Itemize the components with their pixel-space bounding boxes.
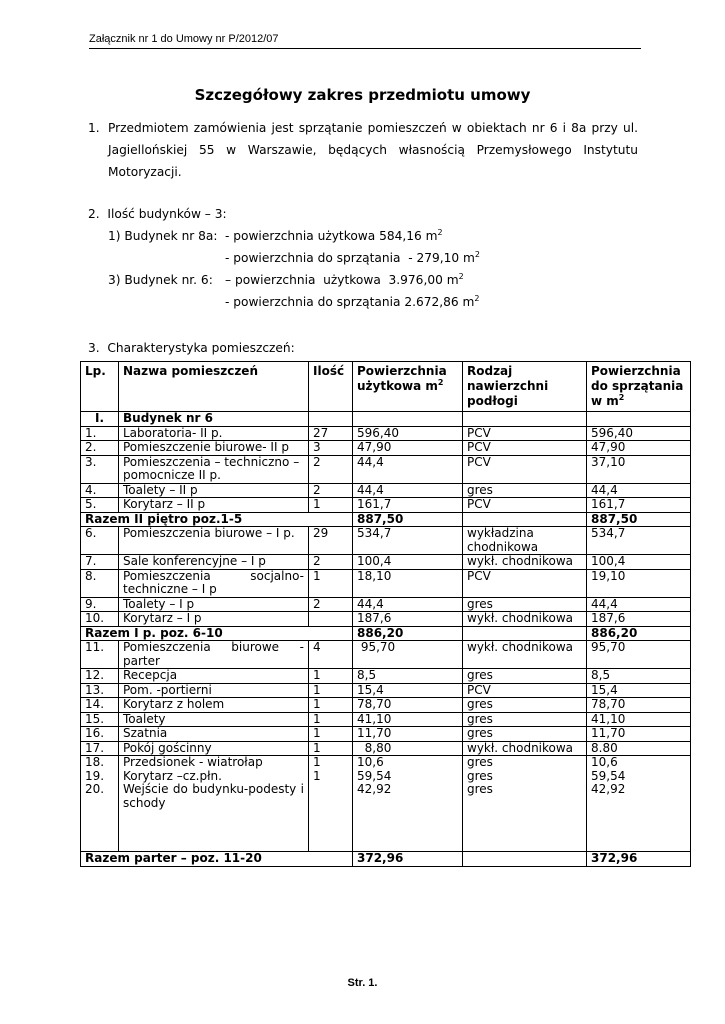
table-row: [81, 597, 691, 612]
table-cell: 11,70: [353, 727, 463, 742]
building-6-cleaning-area: - powierzchnia do sprzątania 2.672,86 $m^2$: [225, 294, 480, 309]
header-qty: Ilość: [309, 362, 353, 412]
table-cell: 534,7: [587, 527, 691, 555]
header-cleaning-area: Powierzchnia do sprzątania w $m^2$: [587, 362, 691, 412]
table-cell: Toalety – I p: [119, 597, 309, 612]
rooms-table: [80, 361, 691, 867]
table-cell: Recepcja: [119, 669, 309, 684]
table-row: [81, 612, 691, 627]
table-cell: 44,4: [587, 483, 691, 498]
table-cell: 1: [309, 741, 353, 756]
table-cell: 11.: [81, 641, 119, 669]
subtotal-area: 886,20: [353, 626, 463, 641]
table-row: [81, 669, 691, 684]
table-cell: [463, 626, 587, 641]
table-cell: 10,6 59,54 42,92: [587, 756, 691, 852]
table-cell: Korytarz z holem: [119, 698, 309, 713]
table-cell: [463, 512, 587, 527]
table-cell: [463, 852, 587, 867]
table-cell: 95,70: [353, 641, 463, 669]
subtotal-row: [81, 852, 691, 867]
table-cell: 100,4: [353, 555, 463, 570]
table-cell: 1: [309, 683, 353, 698]
subtotal-label: Razem I p. poz. 6-10: [81, 626, 353, 641]
table-cell: Sale konferencyjne – I p: [119, 555, 309, 570]
section-2-heading: 2. Ilość budynków – 3:: [88, 207, 227, 221]
table-cell: 18. 19. 20.: [81, 756, 119, 852]
table-cell: 17.: [81, 741, 119, 756]
section-3-heading: 3. Charakterystyka pomieszczeń:: [88, 341, 295, 355]
table-row: [81, 441, 691, 456]
table-cell: gres gres gres: [463, 756, 587, 852]
table-row: [81, 741, 691, 756]
table-cell: Pom. -portierni: [119, 683, 309, 698]
table-cell: Pomieszczenia socjalno-techniczne – I p: [119, 569, 309, 597]
table-cell: 2: [309, 597, 353, 612]
table-cell: 78,70: [353, 698, 463, 713]
table-cell: wykł. chodnikowa: [463, 641, 587, 669]
table-cell: 10,6 59,54 42,92: [353, 756, 463, 852]
table-cell: PCV: [463, 426, 587, 441]
table-cell: 29: [309, 527, 353, 555]
table-cell: Pomieszczenia biurowe - parter: [119, 641, 309, 669]
subtotal-row: [81, 512, 691, 527]
building-8a-label: 1) Budynek nr 8a:: [108, 229, 218, 243]
table-row: [81, 727, 691, 742]
table-cell: Pomieszczenia biurowe – I p.: [119, 527, 309, 555]
table-cell: 3.: [81, 455, 119, 483]
subtotal-clean: 372,96: [587, 852, 691, 867]
table-row: [81, 683, 691, 698]
table-cell: 4: [309, 641, 353, 669]
table-row: [81, 527, 691, 555]
table-cell: 9.: [81, 597, 119, 612]
section-1-line: Jagiellońskiej 55 w Warszawie, będących własnością Przemysłowego Instytutu: [108, 143, 638, 157]
table-cell: [587, 412, 691, 427]
table-cell: 1: [309, 712, 353, 727]
table-cell: 8.: [81, 569, 119, 597]
table-cell: 14.: [81, 698, 119, 713]
table-cell: PCV: [463, 441, 587, 456]
table-cell: 2: [309, 483, 353, 498]
table-cell: gres: [463, 712, 587, 727]
table-cell: 37,10: [587, 455, 691, 483]
table-cell: 1 1: [309, 756, 353, 852]
group-row: [81, 412, 691, 427]
table-cell: gres: [463, 597, 587, 612]
table-cell: PCV: [463, 569, 587, 597]
building-8a-cleaning-area: - powierzchnia do sprzątania - 279,10 $m^2$: [225, 250, 480, 265]
group-name: Budynek nr 6: [119, 412, 309, 427]
table-row: [81, 641, 691, 669]
table-row: [81, 455, 691, 483]
table-cell: 6.: [81, 527, 119, 555]
table-row: [81, 555, 691, 570]
table-cell: 2.: [81, 441, 119, 456]
table-cell: 15,4: [353, 683, 463, 698]
table-cell: 187,6: [587, 612, 691, 627]
table-cell: 2: [309, 455, 353, 483]
table-cell: 27: [309, 426, 353, 441]
table-cell: 187,6: [353, 612, 463, 627]
table-cell: 1.: [81, 426, 119, 441]
table-cell: 41,10: [353, 712, 463, 727]
table-cell: Korytarz – II p: [119, 498, 309, 513]
table-cell: 18,10: [353, 569, 463, 597]
table-cell: 95,70: [587, 641, 691, 669]
table-row: [81, 426, 691, 441]
table-cell: 1: [309, 669, 353, 684]
header-usable-area: Powierzchnia użytkowa $m^2$: [353, 362, 463, 412]
table-cell: 15,4: [587, 683, 691, 698]
table-row-multi: [81, 756, 691, 852]
table-cell: PCV: [463, 498, 587, 513]
building-6-label: 3) Budynek nr. 6:: [108, 273, 213, 287]
table-cell: [463, 412, 587, 427]
table-cell: gres: [463, 698, 587, 713]
table-cell: gres: [463, 727, 587, 742]
table-cell: 44,4: [353, 455, 463, 483]
table-cell: wykł. chodnikowa: [463, 612, 587, 627]
page-header: Załącznik nr 1 do Umowy nr P/2012/07: [89, 33, 641, 49]
table-cell: 3: [309, 441, 353, 456]
table-cell: Korytarz – I p: [119, 612, 309, 627]
header-lp: Lp.: [81, 362, 119, 412]
table-cell: 19,10: [587, 569, 691, 597]
table-cell: 100,4: [587, 555, 691, 570]
table-cell: 534,7: [353, 527, 463, 555]
table-cell: 12.: [81, 669, 119, 684]
table-cell: Przedsionek - wiatrołap Korytarz –cz.płn. Wejście do budynku-podesty i schody: [119, 756, 309, 852]
subtotal-label: Razem II piętro poz.1-5: [81, 512, 353, 527]
section-1-line: Przedmiotem zamówienia jest sprzątanie pomieszczeń w obiektach nr 6 i 8a przy ul.: [108, 121, 638, 135]
section-1-line: Motoryzacji.: [108, 165, 182, 179]
table-cell: 11,70: [587, 727, 691, 742]
table-cell: [353, 412, 463, 427]
document-title: Szczegółowy zakres przedmiotu umowy: [194, 86, 531, 104]
building-8a-usable-area: - powierzchnia użytkowa 584,16 $m^2$: [225, 228, 443, 243]
table-cell: Pokój gościnny: [119, 741, 309, 756]
table-cell: 16.: [81, 727, 119, 742]
table-cell: Toalety: [119, 712, 309, 727]
table-cell: 15.: [81, 712, 119, 727]
table-header-row: [81, 362, 691, 412]
table-cell: 13.: [81, 683, 119, 698]
subtotal-area: 887,50: [353, 512, 463, 527]
table-cell: Szatnia: [119, 727, 309, 742]
subtotal-area: 372,96: [353, 852, 463, 867]
table-cell: 7.: [81, 555, 119, 570]
table-cell: 8,80: [353, 741, 463, 756]
table-cell: 596,40: [353, 426, 463, 441]
table-cell: 161,7: [353, 498, 463, 513]
subtotal-label: Razem parter – poz. 11-20: [81, 852, 353, 867]
table-cell: Pomieszczenia – techniczno –pomocnicze II p.: [119, 455, 309, 483]
table-cell: Toalety – II p: [119, 483, 309, 498]
table-cell: 44,4: [587, 597, 691, 612]
section-1-number: 1.: [88, 121, 100, 135]
table-cell: 44,4: [353, 597, 463, 612]
header-name: Nazwa pomieszczeń: [119, 362, 309, 412]
table-cell: 41,10: [587, 712, 691, 727]
table-cell: 8.80: [587, 741, 691, 756]
header-floor-type: Rodzaj nawierzchni podłogi: [463, 362, 587, 412]
table-row: [81, 698, 691, 713]
table-row: [81, 569, 691, 597]
table-cell: 1: [309, 727, 353, 742]
building-6-usable-area: – powierzchnia użytkowa 3.976,00 $m^2$: [225, 272, 464, 287]
table-cell: 10.: [81, 612, 119, 627]
subtotal-row: [81, 626, 691, 641]
table-cell: wykł. chodnikowa: [463, 741, 587, 756]
table-cell: 1: [309, 569, 353, 597]
table-cell: 1: [309, 498, 353, 513]
group-lp: I.: [81, 412, 119, 427]
table-row: [81, 712, 691, 727]
table-cell: 47,90: [353, 441, 463, 456]
table-cell: 44,4: [353, 483, 463, 498]
table-cell: 8,5: [587, 669, 691, 684]
table-cell: wykł. chodnikowa: [463, 555, 587, 570]
table-cell: 161,7: [587, 498, 691, 513]
table-cell: [309, 412, 353, 427]
subtotal-clean: 886,20: [587, 626, 691, 641]
table-cell: Pomieszczenie biurowe- II p: [119, 441, 309, 456]
table-cell: 4.: [81, 483, 119, 498]
table-cell: 2: [309, 555, 353, 570]
table-cell: gres: [463, 483, 587, 498]
subtotal-clean: 887,50: [587, 512, 691, 527]
table-cell: Laboratoria- II p.: [119, 426, 309, 441]
page-number: Str. 1.: [347, 977, 378, 989]
table-cell: wykładzina chodnikowa: [463, 527, 587, 555]
table-cell: gres: [463, 669, 587, 684]
table-cell: 596,40: [587, 426, 691, 441]
table-cell: PCV: [463, 683, 587, 698]
table-cell: 5.: [81, 498, 119, 513]
table-cell: PCV: [463, 455, 587, 483]
table-cell: 78,70: [587, 698, 691, 713]
table-row: [81, 483, 691, 498]
table-row: [81, 498, 691, 513]
table-cell: 1: [309, 698, 353, 713]
table-cell: 8,5: [353, 669, 463, 684]
section-1-text: [108, 117, 638, 183]
table-cell: 47,90: [587, 441, 691, 456]
table-cell: [309, 612, 353, 627]
